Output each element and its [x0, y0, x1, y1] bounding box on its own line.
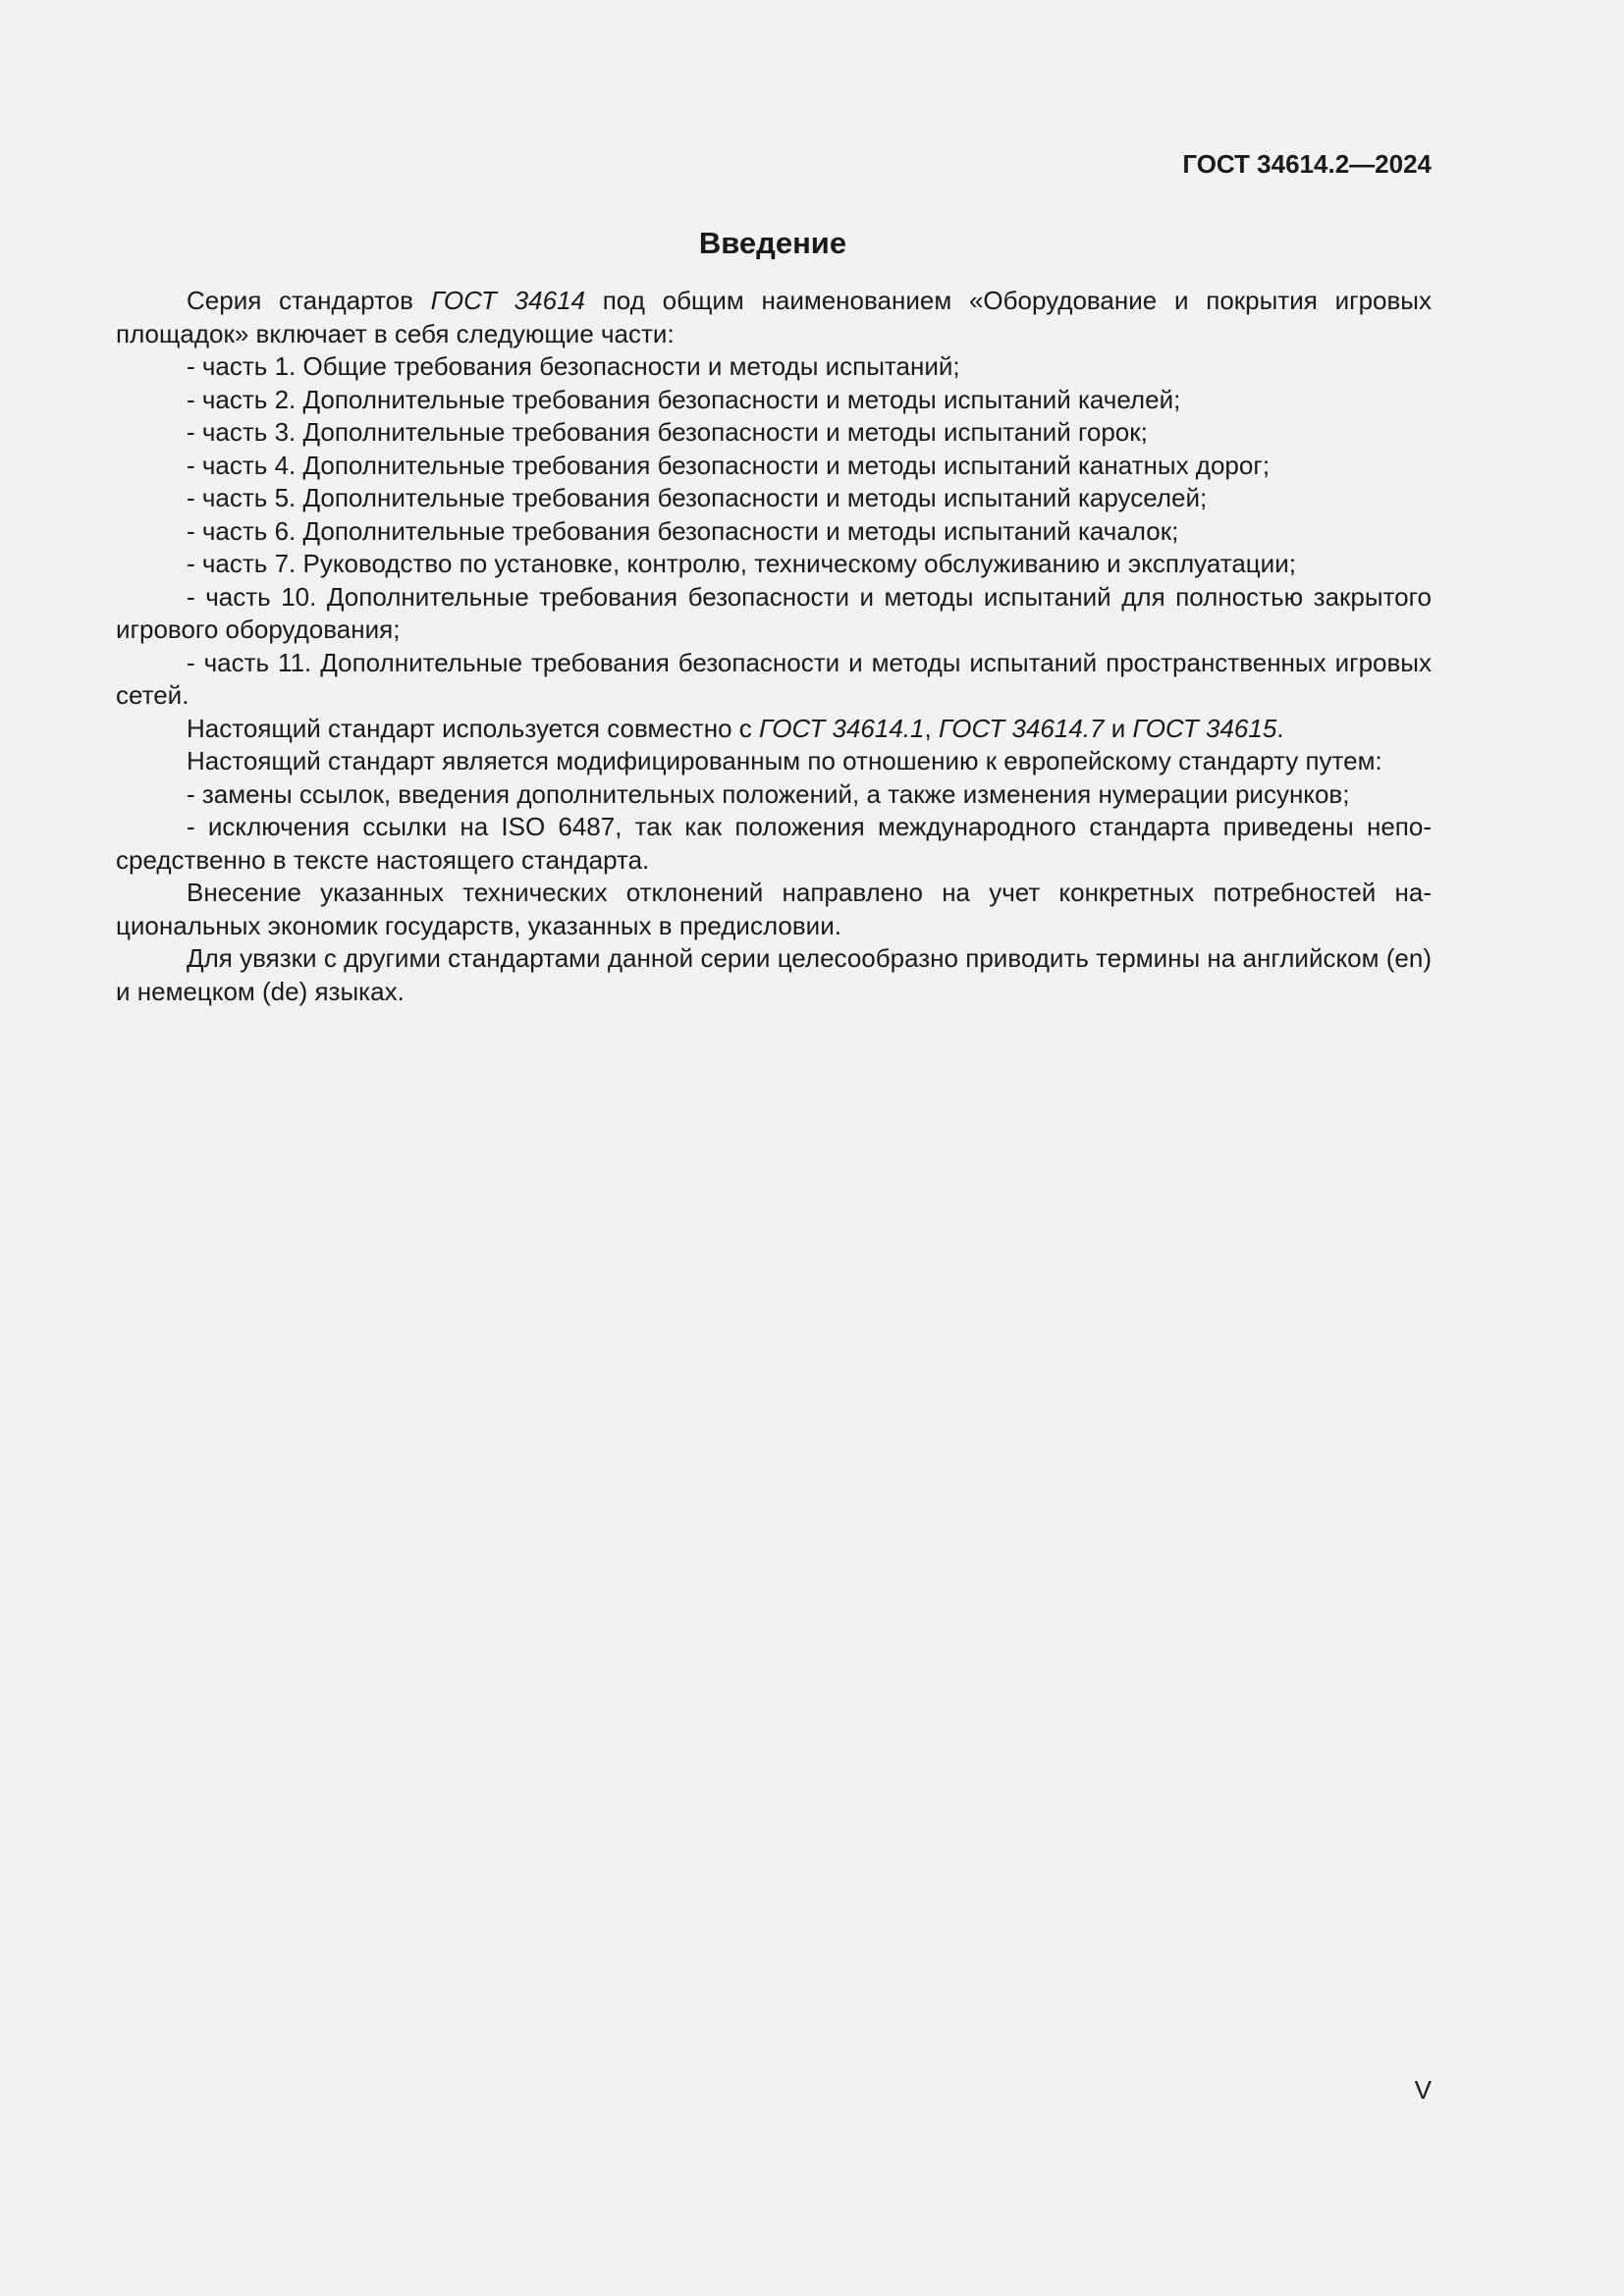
part-list-item: - часть 1. Общие требования безопасности и методы испытаний; — [187, 351, 960, 381]
standard-reference: ГОСТ 34615 — [1132, 713, 1277, 743]
deviation-paragraph: Внесение указанных технических отклонений направлено на учет конкретных потребностей национальных экономик государств, указанных в предисловии. — [116, 878, 1432, 940]
section-title: Введение — [698, 226, 847, 260]
part-list-item: - часть 2. Дополнительные требования безопасности и методы испытаний качелей; — [187, 384, 1181, 414]
part-list-item: - часть 11. Дополнительные требования безопасности и методы испытаний пространственных игровых сетей. — [116, 647, 1432, 710]
modification-item: - исключения ссылки на ISO 6487, так как положения международного стандарта приведены непосредственно в тексте настоящего стандарта. — [116, 812, 1432, 875]
separator-text: и — [1104, 713, 1133, 743]
part-list-item: - часть 6. Дополнительные требования безопасности и методы испытаний качалок; — [187, 515, 1179, 546]
part-list-item: - часть 3. Дополнительные требования безопасности и методы испытаний горок; — [187, 417, 1148, 447]
standard-reference: ГОСТ 34614.1 — [758, 713, 925, 743]
part-list-item: - часть 7. Руководство по установке, контролю, техническому обслуживанию и эксплуатации; — [187, 549, 1296, 578]
terms-paragraph: Для увязки с другими стандартами данной серии целесообразно приводить термины на английском (en) и немецком (de) языках. — [116, 943, 1432, 1006]
document-number: ГОСТ 34614.2—2024 — [1182, 149, 1432, 179]
page-number: V — [1414, 2075, 1432, 2105]
modification-paragraph: Настоящий стандарт является модифицированным по отношению к европейскому стандарту путем: — [187, 746, 1382, 775]
usage-text: Настоящий стандарт используется совместно с — [187, 713, 759, 743]
period-text: . — [1276, 713, 1284, 743]
separator-text: , — [924, 713, 939, 743]
usage-paragraph — [116, 713, 1432, 746]
modification-item: - замены ссылок, введения дополнительных положений, а также изменения нумерации рисунков; — [187, 778, 1350, 809]
part-list-item: - часть 4. Дополнительные требования безопасности и методы испытаний канатных дорог; — [187, 450, 1271, 480]
intro-text-start: Серия стандартов — [187, 286, 431, 315]
intro-text-end: под общим наименованием «Оборудование и покрытия игровых площадок» включает в себя следующие части: — [116, 286, 1432, 348]
standard-reference: ГОСТ 34614 — [430, 286, 585, 315]
intro-paragraph — [116, 285, 1432, 350]
standard-reference: ГОСТ 34614.7 — [938, 713, 1105, 743]
document-body — [116, 285, 1432, 1008]
part-list-item: - часть 5. Дополнительные требования безопасности и методы испытаний каруселей; — [187, 483, 1208, 512]
part-list-item: - часть 10. Дополнительные требования безопасности и методы испытаний для полностью закрытого игрового оборудования; — [116, 581, 1432, 644]
